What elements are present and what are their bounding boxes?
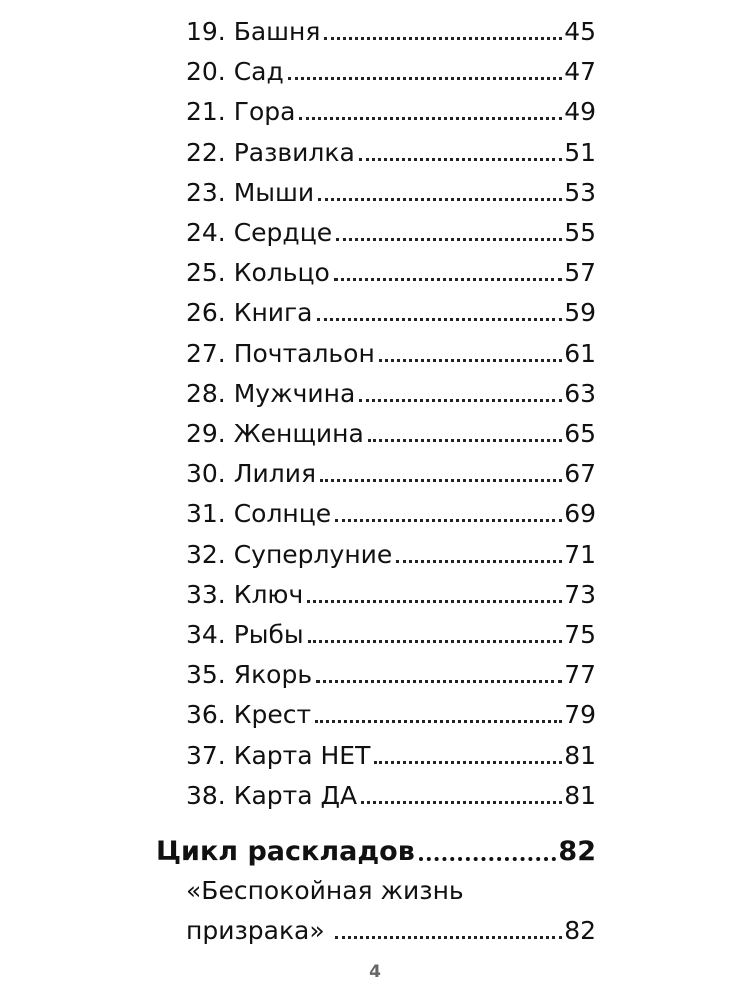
toc-entry[interactable] bbox=[186, 339, 596, 369]
subentry-title-line2-row[interactable] bbox=[186, 916, 596, 946]
toc-entry-page-number: 49 bbox=[564, 97, 596, 127]
toc-entry-page-number: 45 bbox=[564, 17, 596, 46]
toc-entry[interactable] bbox=[186, 540, 596, 570]
dot-leader bbox=[335, 518, 562, 522]
subentry-title-line1[interactable]: «Беспокойная жизнь bbox=[186, 876, 464, 905]
toc-entry[interactable] bbox=[186, 298, 596, 328]
toc-entry-page-number: 63 bbox=[564, 378, 596, 408]
toc-entry-title: 33. Ключ bbox=[186, 579, 304, 609]
dot-leader bbox=[359, 398, 562, 402]
toc-entry[interactable] bbox=[186, 178, 596, 208]
toc-entry-page-number: 55 bbox=[564, 218, 596, 247]
toc-entry-title: 35. Якорь bbox=[186, 660, 313, 690]
toc-entry-page-number: 81 bbox=[564, 780, 596, 810]
dot-leader bbox=[361, 800, 562, 804]
dot-leader bbox=[320, 478, 562, 482]
toc-entry-page-number: 61 bbox=[564, 338, 596, 368]
dot-leader bbox=[299, 116, 562, 120]
toc-entry-title: 27. Почтальон bbox=[186, 338, 375, 368]
footer-page-number: 4 bbox=[369, 962, 381, 982]
toc-entry[interactable] bbox=[186, 459, 596, 489]
toc-entry-page-number: 53 bbox=[564, 177, 596, 207]
toc-entry-page-number: 77 bbox=[564, 660, 596, 690]
dot-leader bbox=[316, 679, 562, 683]
toc-entry[interactable] bbox=[186, 419, 596, 449]
dot-leader bbox=[307, 599, 562, 603]
toc-entry-title: 21. Гора bbox=[186, 97, 296, 127]
dot-leader bbox=[419, 856, 557, 861]
toc-entry-page-number: 75 bbox=[564, 620, 596, 649]
dot-leader bbox=[308, 639, 563, 643]
toc-entry-page-number: 65 bbox=[564, 419, 596, 448]
section-title: Цикл раскладов bbox=[156, 836, 415, 867]
dot-leader bbox=[374, 760, 562, 764]
toc-entry-title: 20. Сад bbox=[186, 57, 284, 87]
toc-entry-title: 24. Сердце bbox=[186, 218, 333, 247]
dot-leader bbox=[336, 237, 562, 241]
toc-entry[interactable] bbox=[186, 138, 596, 168]
toc-entry[interactable] bbox=[186, 741, 596, 771]
toc-entry-page-number: 81 bbox=[564, 740, 596, 770]
dot-leader bbox=[396, 559, 562, 563]
toc-entry[interactable] bbox=[186, 258, 596, 288]
toc-entry-page-number: 57 bbox=[564, 258, 596, 288]
toc-entry-title: 32. Суперлуние bbox=[186, 539, 393, 569]
toc-entry-page-number: 59 bbox=[564, 298, 596, 328]
toc-section-heading[interactable] bbox=[156, 836, 596, 868]
toc-entry[interactable] bbox=[186, 580, 596, 610]
toc-entry-title: 30. Лилия bbox=[186, 459, 317, 489]
dot-leader bbox=[317, 317, 563, 321]
toc-entry-page-number: 71 bbox=[564, 539, 596, 569]
dot-leader bbox=[368, 438, 562, 442]
toc-entry[interactable] bbox=[186, 379, 596, 409]
toc-entry-page-number: 51 bbox=[564, 137, 596, 167]
toc-entry-title: 28. Мужчина bbox=[186, 378, 356, 408]
toc-entry[interactable] bbox=[186, 781, 596, 811]
dot-leader bbox=[359, 157, 562, 161]
toc-entry-page-number: 79 bbox=[564, 700, 596, 730]
toc-entry-title: 31. Солнце bbox=[186, 499, 332, 529]
toc-entry-title: 26. Книга bbox=[186, 298, 313, 328]
dot-leader bbox=[288, 76, 562, 80]
toc-entry[interactable] bbox=[186, 700, 596, 730]
dot-leader bbox=[334, 277, 562, 281]
toc-entry-page-number: 67 bbox=[564, 459, 596, 489]
toc-entry[interactable] bbox=[186, 660, 596, 690]
toc-entry-title: 34. Рыбы bbox=[186, 620, 304, 649]
toc-entry[interactable] bbox=[186, 620, 596, 650]
subentry-page-number: 82 bbox=[564, 916, 596, 945]
dot-leader bbox=[335, 935, 563, 939]
toc-entry[interactable] bbox=[186, 97, 596, 127]
toc-entry[interactable] bbox=[186, 218, 596, 248]
dot-leader bbox=[324, 36, 562, 40]
toc-entry-title: 29. Женщина bbox=[186, 419, 364, 448]
toc-entry[interactable] bbox=[186, 17, 596, 47]
toc-entry-title: 23. Мыши bbox=[186, 177, 315, 207]
dot-leader bbox=[315, 719, 562, 723]
section-page-number: 82 bbox=[558, 836, 596, 867]
toc-entry-page-number: 73 bbox=[564, 579, 596, 609]
dot-leader bbox=[379, 358, 562, 362]
toc-entry[interactable] bbox=[186, 499, 596, 529]
subentry-title-line2: призрака» bbox=[186, 916, 325, 945]
toc-entry-title: 37. Карта НЕТ bbox=[186, 740, 371, 770]
toc-entry-title: 36. Крест bbox=[186, 700, 312, 730]
toc-entry-title: 38. Карта ДА bbox=[186, 780, 358, 810]
toc-entry[interactable] bbox=[186, 57, 596, 87]
toc-entry-title: 22. Развилка bbox=[186, 137, 355, 167]
toc-entry-page-number: 47 bbox=[564, 57, 596, 87]
dot-leader bbox=[318, 197, 562, 201]
toc-entry-page-number: 69 bbox=[564, 499, 596, 529]
toc-entry-title: 25. Кольцо bbox=[186, 258, 330, 288]
toc-entry-title: 19. Башня bbox=[186, 17, 321, 46]
